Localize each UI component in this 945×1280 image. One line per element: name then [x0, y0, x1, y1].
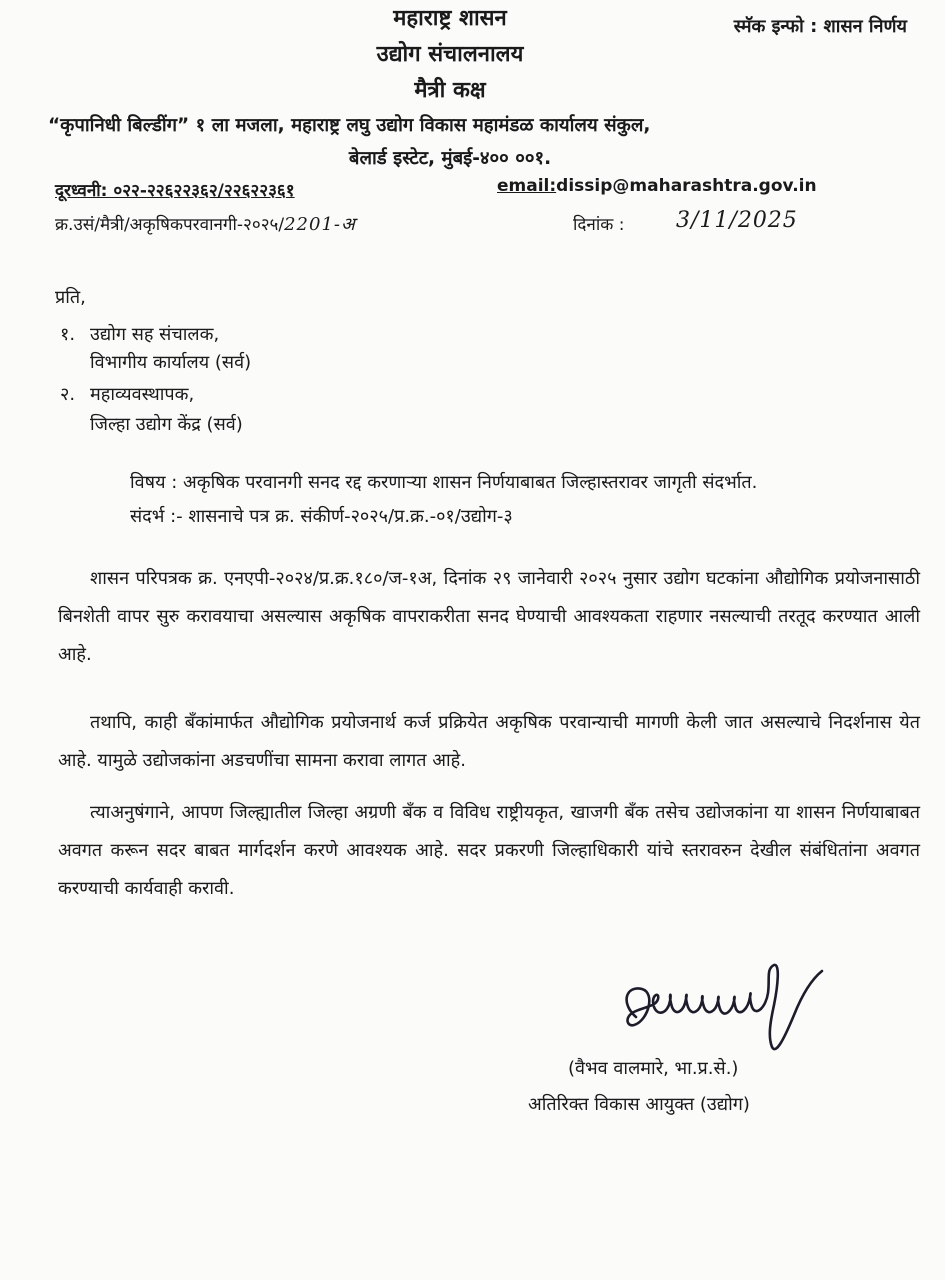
date-label: दिनांक :: [573, 215, 625, 235]
addressee-1-office: विभागीय कार्यालय (सर्व): [90, 352, 252, 373]
reference-number-printed: क्र.उसं/मैत्री/अकृषिकपरवानगी-२०२५/: [55, 215, 285, 235]
handwritten-signature: [598, 955, 848, 1060]
body-paragraph-1: शासन परिपत्रक क्र. एनएपी-२०२४/प्र.क्र.१८०/ज-१अ, दिनांक २९ जानेवारी २०२५ नुसार उद्योग घटकांना औद्योगिक प्रयोजनासाठी बिनशेती वापर सुरु करावयाचा असल्यास अकृषिक वापराकरीता सनद घेण्याची आवश्यकता राहणार नसल्याची तरतूद करण्यात आली आहे.: [58, 568, 920, 665]
corner-tag: स्मॅक इन्फो : शासन निर्णय: [733, 16, 907, 37]
body-paragraph-3: त्याअनुषंगाने, आपण जिल्ह्यातील जिल्हा अग्रणी बँक व विविध राष्ट्रीयकृत, खाजगी बँक तसेच उद्योजकांना या शासन निर्णयाबाबत अवगत करून सदर बाबत मार्गदर्शन करणे आवश्यक आहे. सदर प्रकरणी जिल्हाधिकारी यांचे स्तरावरुन देखील संबंधितांना अवगत करण्याची कार्यवाही करावी.: [58, 802, 920, 899]
sandarbh-line: संदर्भ :- शासनाचे पत्र क्र. संकीर्ण-२०२५/प्र.क्र.-०१/उद्योग-३: [130, 506, 513, 527]
addressee-1-number: १.: [60, 324, 76, 345]
reference-number-handwritten: 2201-अ: [284, 214, 356, 235]
addressee-2-title: महाव्यवस्थापक,: [90, 384, 195, 405]
email-label: email:: [497, 176, 557, 196]
prati: प्रति,: [55, 287, 86, 308]
subject-line: विषय : अकृषिक परवानगी सनद रद्द करणाऱ्या शासन निर्णयाबाबत जिल्हास्तरावर जागृती संदर्भात.: [130, 472, 758, 493]
signatory-designation: अतिरिक्त विकास आयुक्त (उद्योग): [528, 1094, 750, 1115]
letterhead-government: महाराष्ट्र शासन: [393, 6, 507, 31]
body-paragraph-2: तथापि, काही बँकांमार्फत औद्योगिक प्रयोजनार्थ कर्ज प्रक्रियेत अकृषिक परवान्याची मागणी केली जात असल्याचे निदर्शनास येत आहे. यामुळे उद्योजकांना अडचणींचा सामना करावा लागत आहे.: [58, 712, 920, 771]
addressee-2-office: जिल्हा उद्योग केंद्र (सर्व): [90, 414, 243, 435]
signatory-name: (वैभव वालमारे, भा.प्र.से.): [568, 1058, 739, 1079]
addressee-2-number: २.: [60, 384, 76, 405]
letterhead-address-line1: “कृपानिधी बिल्डींग” १ ला मजला, महाराष्ट्र लघु उद्योग विकास महामंडळ कार्यालय संकुल,: [48, 115, 651, 136]
addressee-1-title: उद्योग सह संचालक,: [90, 324, 220, 345]
letterhead-cell: मैत्री कक्ष: [414, 78, 486, 103]
phone-numbers: दूरध्वनी: ०२२-२२६२२३६२/२२६२२३६१: [55, 181, 295, 201]
reference-number: [55, 212, 356, 236]
letterhead-department: उद्योग संचालनालय: [376, 42, 524, 67]
email-address: dissip@maharashtra.gov.in: [556, 176, 817, 196]
letterhead-address-line2: बेलार्ड इस्टेट, मुंबई-४०० ००१.: [348, 148, 552, 169]
email-line: [497, 176, 817, 196]
date-handwritten: 3/11/2025: [676, 208, 798, 233]
